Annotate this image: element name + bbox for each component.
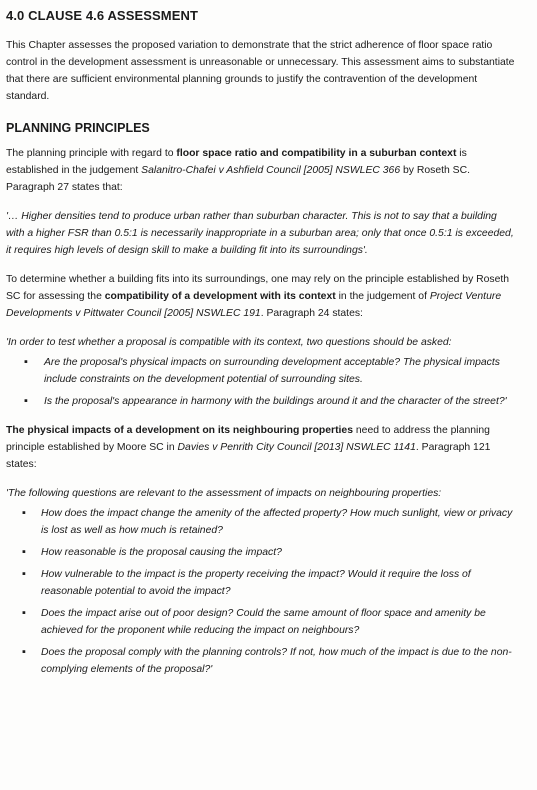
bold-phrase: floor space ratio and compatibility in a suburban context: [176, 148, 457, 159]
list-item-text: Does the impact arise out of poor design? Could the same amount of floor space and amenity be achieved for the proponent while reducing the impact on neighbours?: [41, 608, 486, 636]
list-item-text: How reasonable is the proposal causing the impact?: [41, 547, 282, 558]
text: To determine whether a building fits into its surroundings, one may rely on the principle established by Roseth SC for assessing the: [6, 274, 510, 302]
list-item-text: Is the proposal's appearance in harmony with the buildings around it and the character of the street?': [44, 396, 507, 407]
list-item: [6, 354, 517, 388]
list-item: [6, 644, 517, 678]
text: . Paragraph 24 states:: [260, 308, 363, 319]
paragraph-fsr-principle: [6, 145, 517, 196]
text: The planning principle with regard to: [6, 148, 177, 159]
quote-davies-intro: 'The following questions are relevant to the assessment of impacts on neighbouring properties:: [6, 488, 442, 499]
case-citation: Project Venture Developments v Pittwater Council [2005] NSWLEC 191: [6, 291, 502, 319]
section-heading: 4.0 CLAUSE 4.6 ASSESSMENT: [6, 8, 199, 23]
text: in the judgement of: [335, 291, 430, 302]
list-item: [6, 544, 517, 561]
list-item-text: How vulnerable to the impact is the property receiving the impact? Would it require the loss of reasonable potential to avoid the impact?: [41, 569, 471, 597]
paragraph-compatibility-principle: [6, 271, 517, 322]
list-item: [6, 393, 517, 410]
quote-salanitro: '… Higher densities tend to produce urban rather than suburban character. This is not to say that a building with a higher FSR than 0.5:1 is necessarily inappropriate in a suburban area; only that once 0.5:1 is exceeded, it requires high levels of design skill to make a building fit into its surroundings'.: [6, 211, 514, 256]
text: need to address the planning principle established by Moore SC in: [6, 425, 490, 453]
list-item-text: Does the proposal comply with the planning controls? If not, how much of the impact is due to the non-complying elements of the proposal?': [41, 647, 512, 675]
case-citation: Salanitro-Chafei v Ashfield Council [2005] NSWLEC 366: [141, 165, 401, 176]
text: . Paragraph 121 states:: [6, 442, 491, 470]
list-item: [6, 566, 517, 600]
intro-paragraph: This Chapter assesses the proposed variation to demonstrate that the strict adherence of floor space ratio control in the development assessment is unreasonable or unnecessary. This assessment aims to substantiate that there are sufficient environmental planning grounds to justify the contravention of the development standard.: [6, 40, 515, 102]
bullet-icon: ▪: [22, 507, 26, 519]
bullet-icon: ▪: [22, 607, 26, 619]
bullet-icon: ▪: [24, 356, 28, 368]
list-item: [6, 605, 517, 639]
bold-phrase: compatibility of a development with its context: [104, 291, 336, 302]
text: is established in the judgement: [6, 148, 467, 176]
planning-principles-heading: PLANNING PRINCIPLES: [6, 121, 150, 135]
bold-phrase: The physical impacts of a development on its neighbouring properties: [6, 425, 353, 436]
list-item: [6, 505, 517, 539]
paragraph-physical-impacts: [6, 422, 517, 473]
bullet-icon: ▪: [22, 646, 26, 658]
quote-davies-list: [6, 505, 517, 678]
bullet-icon: ▪: [22, 568, 26, 580]
bullet-icon: ▪: [22, 546, 26, 558]
quote-project-venture-list: [6, 354, 517, 410]
list-item-text: How does the impact change the amenity of the affected property? How much sunlight, view or privacy is lost as well as how much is retained?: [41, 508, 513, 536]
quote-project-venture-intro: 'In order to test whether a proposal is compatible with its context, two questions should be asked:: [6, 337, 452, 348]
list-item-text: Are the proposal's physical impacts on surrounding development acceptable? The physical impacts include constraints on the development potential of surrounding sites.: [44, 357, 500, 385]
bullet-icon: ▪: [24, 395, 28, 407]
text: by Roseth SC. Paragraph 27 states that:: [6, 165, 470, 193]
case-citation: Davies v Penrith City Council [2013] NSWLEC 1141: [177, 442, 416, 453]
